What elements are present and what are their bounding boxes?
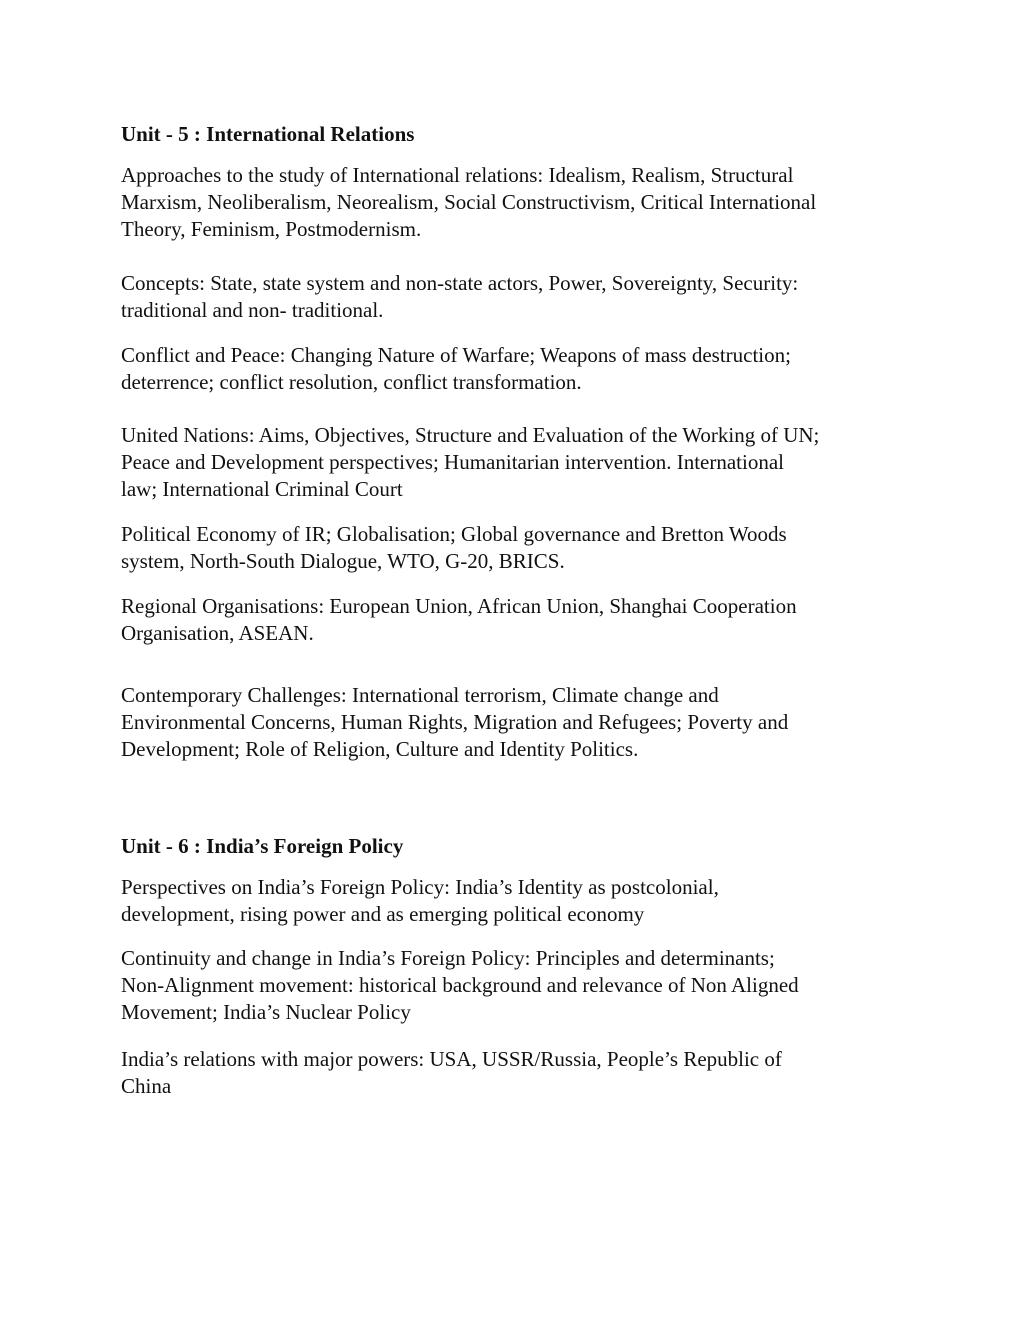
paragraph-line: Continuity and change in India’s Foreign Policy: Principles and determinants; [121, 946, 775, 970]
paragraph-line: traditional and non- traditional. [121, 298, 384, 323]
paragraph-line: Peace and Development perspectives; Humanitarian intervention. International [121, 450, 785, 475]
paragraph-line: law; International Criminal Court [121, 477, 403, 502]
paragraph-line: Theory, Feminism, Postmodernism. [121, 217, 422, 242]
paragraph-line: development, rising power and as emerging political economy [121, 902, 645, 927]
paragraph-line: Non-Alignment movement: historical background and relevance of Non Aligned [121, 973, 799, 998]
unit-6-major-powers-paragraph [121, 1046, 921, 1100]
paragraph-line: Environmental Concerns, Human Rights, Migration and Refugees; Poverty and [121, 710, 789, 735]
paragraph-line: China [121, 1074, 172, 1099]
paragraph-line: Political Economy of IR; Globalisation; Global governance and Bretton Woods [121, 522, 787, 546]
paragraph-line: Contemporary Challenges: International terrorism, Climate change and [121, 683, 719, 707]
paragraph-line: deterrence; conflict resolution, conflict transformation. [121, 370, 582, 395]
unit-5-concepts-paragraph [121, 270, 921, 324]
unit-5-heading: Unit - 5 : International Relations [121, 122, 415, 146]
paragraph-line: Organisation, ASEAN. [121, 621, 314, 646]
unit-6-continuity-change-paragraph [121, 945, 921, 1027]
unit-5-contemporary-challenges-paragraph [121, 682, 921, 764]
paragraph-line: system, North-South Dialogue, WTO, G-20, BRICS. [121, 549, 565, 574]
paragraph-line: Regional Organisations: European Union, African Union, Shanghai Cooperation [121, 594, 797, 618]
paragraph-line: Development; Role of Religion, Culture and Identity Politics. [121, 737, 639, 762]
paragraph-line: Conflict and Peace: Changing Nature of Warfare; Weapons of mass destruction; [121, 343, 791, 367]
unit-6-perspectives-paragraph [121, 874, 921, 928]
paragraph-line: India’s relations with major powers: USA, USSR/Russia, People’s Republic of [121, 1047, 782, 1071]
paragraph-line: Marxism, Neoliberalism, Neorealism, Social Constructivism, Critical International [121, 190, 817, 215]
unit-5-regional-organisations-paragraph [121, 593, 921, 647]
paragraph-line: Approaches to the study of International relations: Idealism, Realism, Structural [121, 163, 794, 187]
unit-5-conflict-peace-paragraph [121, 342, 921, 396]
unit-6-heading: Unit - 6 : India’s Foreign Policy [121, 834, 404, 858]
paragraph-line: Movement; India’s Nuclear Policy [121, 1000, 411, 1025]
paragraph-line: United Nations: Aims, Objectives, Structure and Evaluation of the Working of UN; [121, 423, 820, 447]
unit-5-united-nations-paragraph [121, 422, 921, 504]
paragraph-line: Concepts: State, state system and non-state actors, Power, Sovereignty, Security: [121, 271, 799, 295]
unit-5-political-economy-paragraph [121, 521, 921, 575]
paragraph-line: Perspectives on India’s Foreign Policy: India’s Identity as postcolonial, [121, 875, 719, 899]
unit-5-approaches-paragraph [121, 162, 921, 244]
